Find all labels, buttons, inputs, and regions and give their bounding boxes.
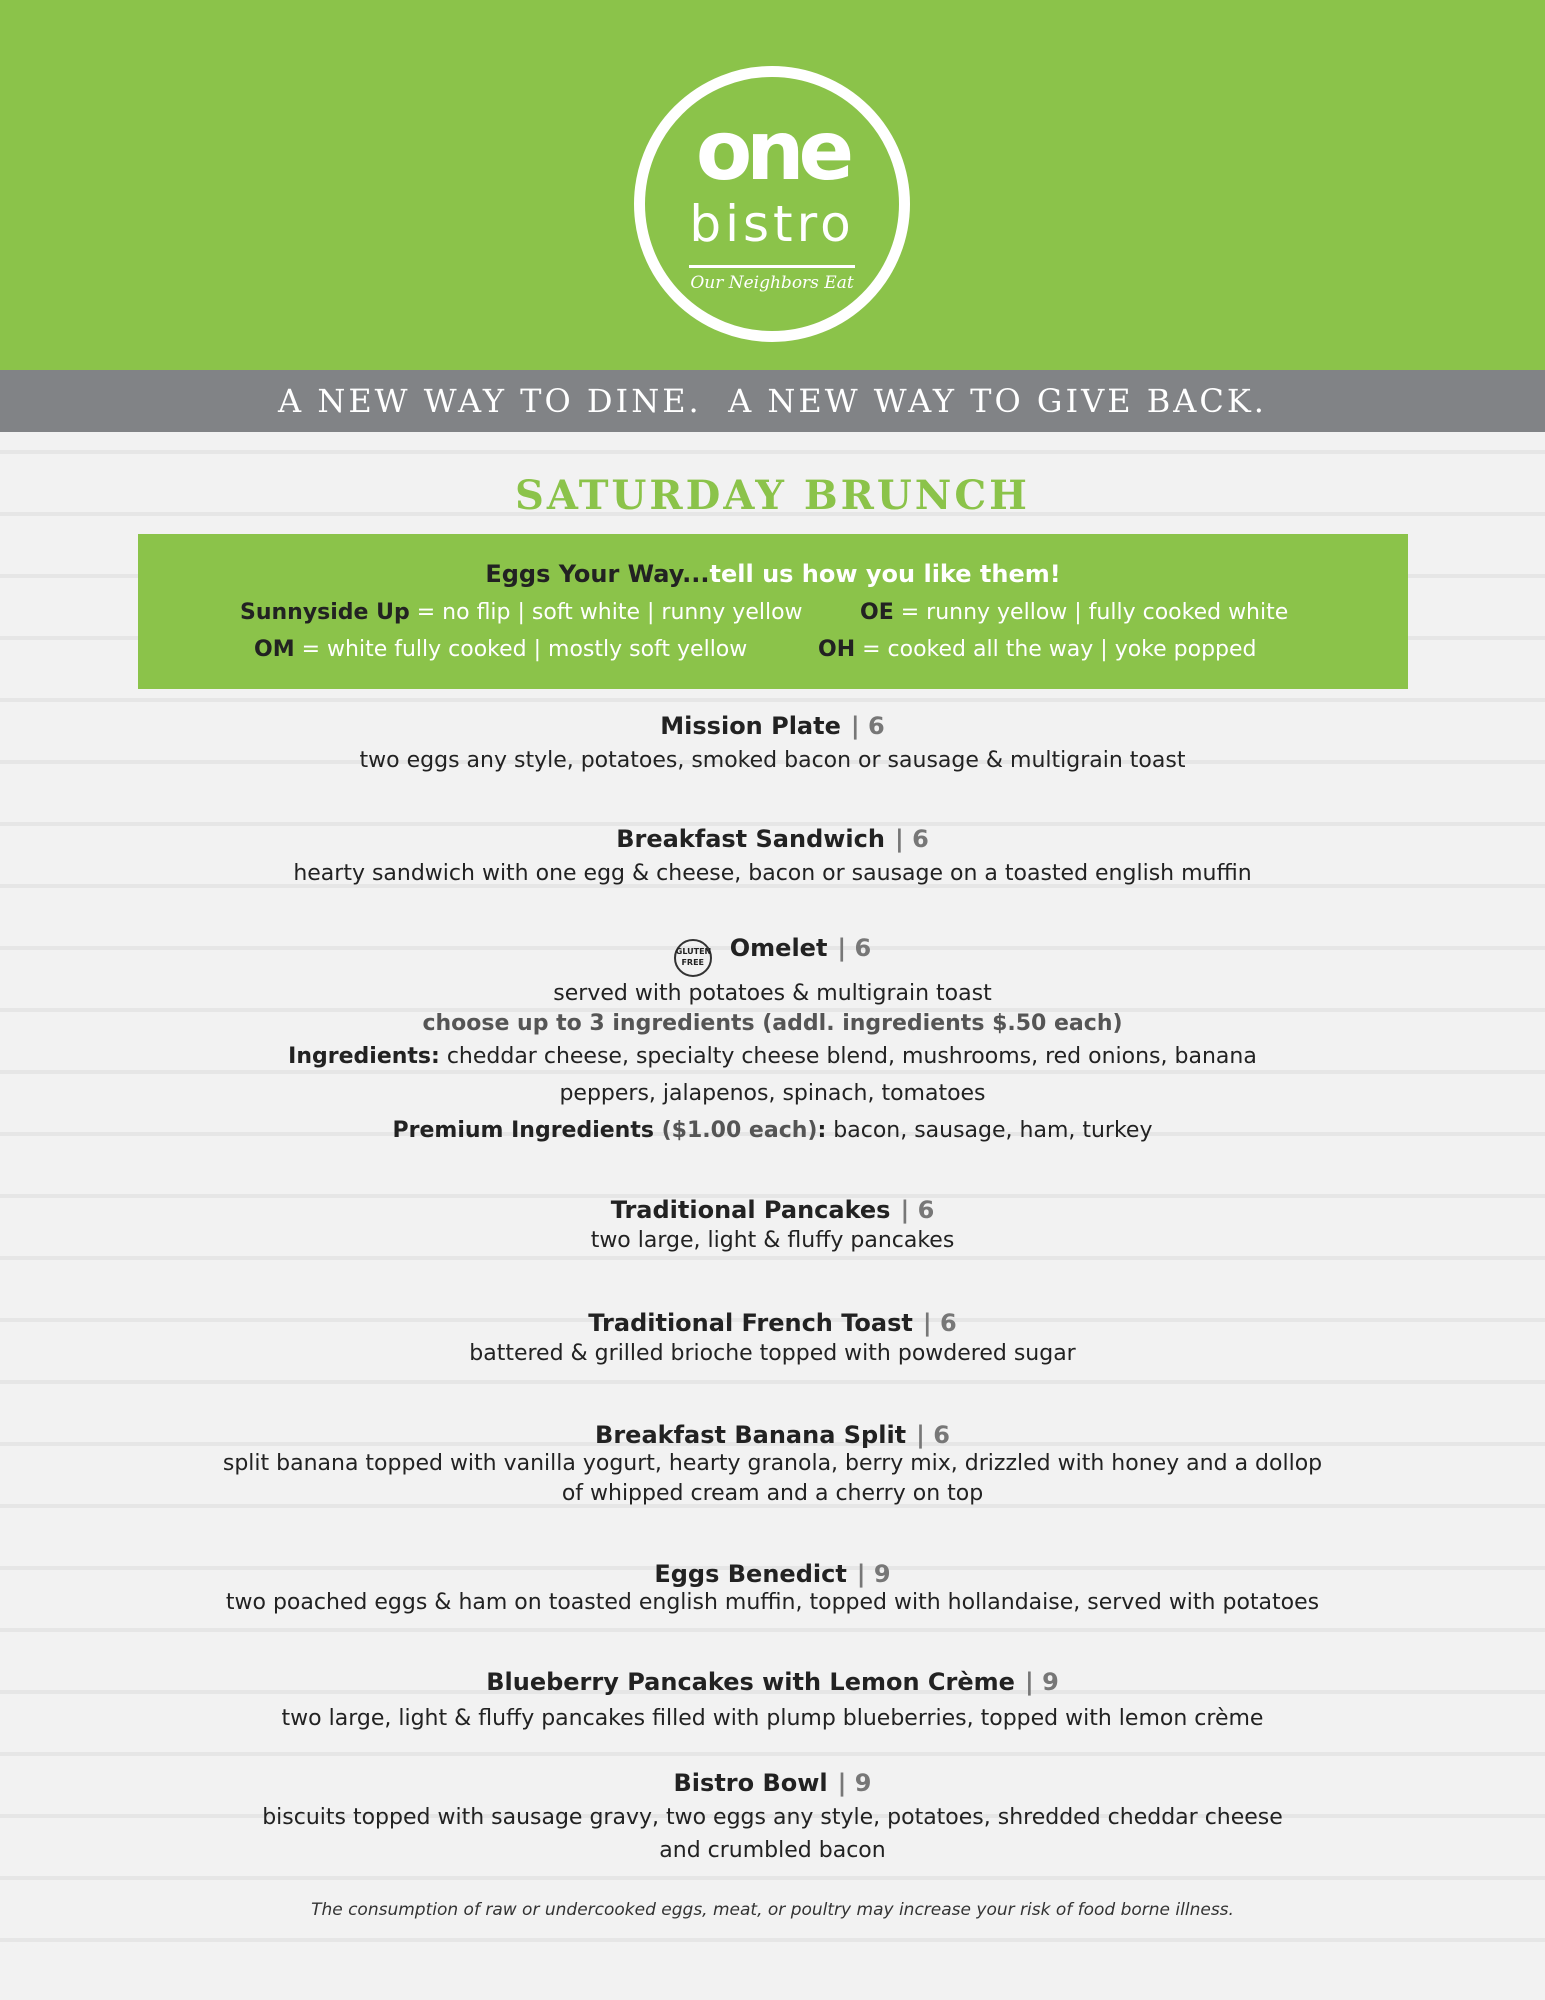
item-name: Mission Plate [660,712,841,740]
menu-item-breakfast-sandwich [100,825,1445,889]
logo-tagline: Our Neighbors Eat [690,273,854,293]
item-name: Blueberry Pancakes with Lemon Crème [486,1668,1015,1696]
item-name: Traditional French Toast [588,1309,913,1337]
menu-item-blueberry-pancakes [100,1668,1445,1734]
eggs-title-light: tell us how you like them! [709,560,1061,588]
item-description: two eggs any style, potatoes, smoked bacon or sausage & multigrain toast [359,748,1186,773]
item-price: | 6 [900,1196,935,1224]
food-safety-disclaimer: The consumption of raw or undercooked eggs, meat, or poultry may increase your risk of food borne illness. [311,1900,1234,1920]
eggs-your-way-box [138,534,1408,689]
menu-title: SATURDAY BRUNCH [515,472,1030,519]
item-description: two large, light & fluffy pancakes [590,1228,955,1253]
item-name: Eggs Benedict [654,1560,847,1588]
one-bistro-logo [634,66,910,342]
item-name: Omelet [729,934,828,962]
logo-bistro-text: bistro [689,195,855,253]
item-description: served with potatoes & multigrain toast [553,981,992,1006]
menu-item-eggs-benedict [100,1560,1445,1618]
item-price: | 6 [894,825,929,853]
tagline-bar: A NEW WAY TO DINE. A NEW WAY TO GIVE BACK. [0,370,1545,432]
item-description-continued: and crumbled bacon [659,1838,886,1863]
item-name: Bistro Bowl [673,1769,828,1797]
item-price: | 9 [856,1560,891,1588]
ingredients-list: cheddar cheese, specialty cheese blend, mushrooms, red onions, banana [439,1044,1257,1069]
item-description: two large, light & fluffy pancakes filled with plump blueberries, topped with lemon crème [281,1706,1264,1731]
eggs-title-dark: Eggs Your Way... [485,560,710,588]
menu-item-banana-split [100,1421,1445,1509]
item-price: | 6 [850,712,885,740]
logo-divider [689,265,855,268]
oe-text: = runny yellow | fully cooked white [893,600,1289,625]
eggs-title [138,560,1408,588]
menu-item-traditional-pancakes [100,1196,1445,1256]
item-name: Breakfast Banana Split [595,1421,907,1449]
oh-text: = cooked all the way | yoke popped [855,637,1257,662]
oe-definition [860,600,1288,625]
item-description: hearty sandwich with one egg & cheese, bacon or sausage on a toasted english muffin [293,861,1252,886]
gluten-free-icon: GLUTEN FREE [674,939,712,977]
oe-label: OE [860,600,894,625]
item-description: biscuits topped with sausage gravy, two eggs any style, potatoes, shredded cheddar cheese [262,1805,1283,1830]
menu-item-french-toast [100,1309,1445,1369]
omelet-ingredients-continued: peppers, jalapenos, spinach, tomatoes [559,1081,986,1106]
omelet-choose-note: choose up to 3 ingredients (addl. ingredients $.50 each) [422,1011,1123,1036]
oh-definition [818,637,1257,662]
item-description-continued: of whipped cream and a cherry on top [561,1481,984,1506]
item-price: | 6 [922,1309,957,1337]
om-definition [254,637,747,662]
premium-list: bacon, sausage, ham, turkey [826,1118,1153,1143]
sunnyside-definition [240,600,803,625]
item-description: two poached eggs & ham on toasted english muffin, topped with hollandaise, served with potatoes [225,1590,1320,1615]
omelet-ingredients [100,1042,1445,1072]
ingredients-label: Ingredients: [288,1044,440,1069]
item-price: | 9 [1024,1668,1059,1696]
om-text: = white fully cooked | mostly soft yellow [294,637,748,662]
premium-colon: : [817,1118,827,1143]
item-price: | 9 [837,1769,872,1797]
item-name: Breakfast Sandwich [616,825,885,853]
sunnyside-text: = no flip | soft white | runny yellow [409,600,803,625]
om-label: OM [254,637,295,662]
omelet-premium-ingredients [100,1116,1445,1146]
item-name: Traditional Pancakes [610,1196,891,1224]
item-price: | 6 [837,934,872,962]
header-banner [0,0,1545,370]
premium-label: Premium Ingredients [392,1118,654,1143]
premium-price: ($1.00 each) [653,1118,818,1143]
menu-item-omelet [100,934,1445,1146]
oh-label: OH [818,637,856,662]
item-price: | 6 [916,1421,950,1449]
menu-item-bistro-bowl [100,1769,1445,1866]
item-description: split banana topped with vanilla yogurt, hearty granola, berry mix, drizzled with honey and a dollop [222,1451,1323,1476]
menu-item-mission-plate [100,712,1445,776]
sunnyside-label: Sunnyside Up [240,600,410,625]
item-description: battered & grilled brioche topped with powdered sugar [469,1341,1076,1366]
logo-one-text: one [695,104,849,199]
